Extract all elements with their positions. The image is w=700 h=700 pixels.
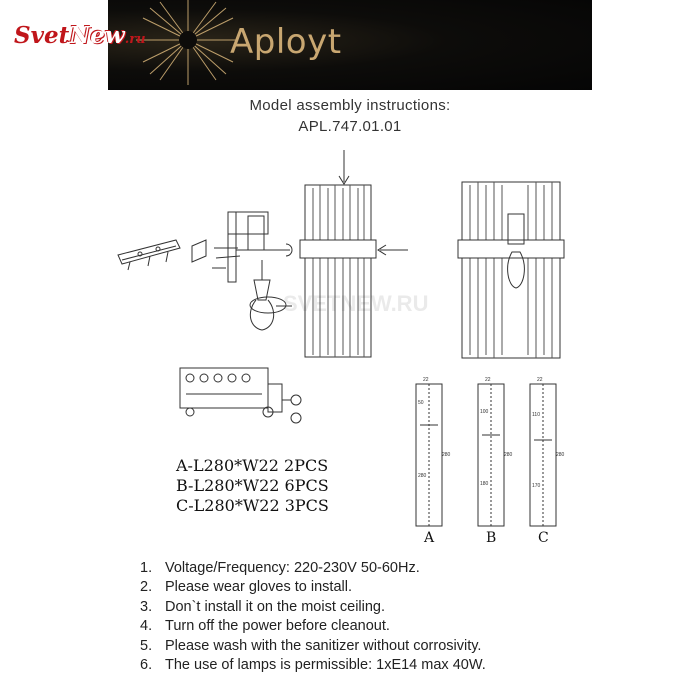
site-logo-part1: Svet	[14, 22, 70, 49]
note-text: Voltage/Frequency: 220-230V 50-60Hz.	[165, 560, 420, 576]
safety-notes-list	[140, 559, 486, 675]
bar-c-lower: 170	[532, 483, 541, 489]
note-text: Please wash with the sanitizer without corrosivity.	[165, 637, 482, 654]
note-number: 6.	[140, 657, 153, 674]
note-item	[140, 559, 486, 578]
note-item	[140, 578, 486, 597]
parts-list-item-c: C-L280*W22 3PCS	[176, 496, 329, 515]
crystal-bar-drawings	[416, 384, 556, 526]
bar-a-label: A	[424, 530, 435, 546]
bar-a-total: 280	[442, 452, 451, 458]
note-number: 1.	[140, 560, 153, 576]
note-item	[140, 617, 486, 636]
bar-c-total: 280	[556, 452, 565, 458]
bar-a-lower: 280	[418, 473, 427, 479]
lamp-front-view	[300, 150, 408, 357]
parts-list	[176, 456, 329, 516]
bar-c-upper: 110	[532, 412, 540, 418]
bar-b-lower: 180	[480, 481, 489, 487]
note-number: 2.	[140, 579, 153, 596]
watermark-text: SVETNEW.RU	[283, 291, 429, 316]
bar-c-label: C	[538, 530, 549, 546]
note-number: 5.	[140, 637, 153, 654]
note-text: Turn off the power before cleanout.	[165, 618, 390, 635]
note-text: Please wear gloves to install.	[165, 579, 352, 596]
site-logo-part2: New	[69, 22, 125, 49]
bar-b-top-width: 22	[485, 377, 491, 383]
parts-list-item-b: B-L280*W22 6PCS	[176, 476, 329, 495]
note-item	[140, 637, 486, 656]
bar-b-upper: 100	[480, 409, 489, 415]
bar-b-total: 280	[504, 452, 513, 458]
brand-name: Aployt	[230, 22, 342, 62]
note-number: 3.	[140, 598, 153, 615]
mounting-hardware-drawing	[118, 212, 292, 330]
document-title: Model assembly instructions:	[249, 97, 451, 114]
model-number: APL.747.01.01	[298, 118, 402, 135]
wiring-diagram	[180, 368, 301, 423]
note-item	[140, 598, 486, 617]
lamp-assembled-view	[458, 182, 564, 358]
parts-list-item-a: A-L280*W22 2PCS	[176, 456, 329, 475]
note-text: The use of lamps is permissible: 1xE14 max 40W.	[165, 657, 486, 674]
bar-b-label: B	[486, 530, 497, 546]
note-item	[140, 656, 486, 675]
note-text: Don`t install it on the moist ceiling.	[165, 598, 386, 615]
note-number: 4.	[140, 618, 153, 635]
bar-c-top-width: 22	[537, 377, 543, 383]
bar-a-upper: 50	[418, 400, 424, 406]
site-logo-part3: .ru	[124, 32, 146, 47]
bar-a-top-width: 22	[423, 377, 429, 383]
